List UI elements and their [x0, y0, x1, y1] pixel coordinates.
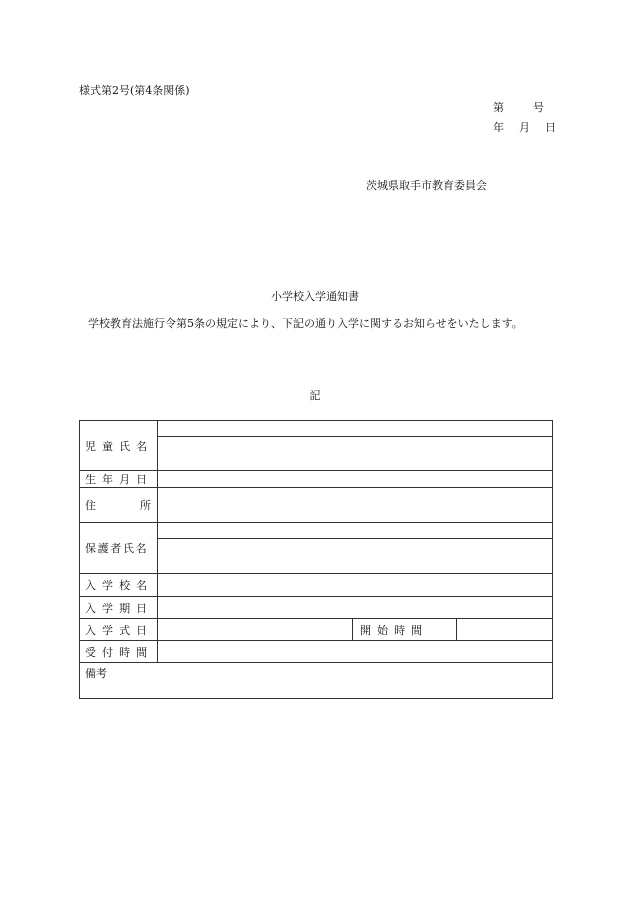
start-time-cell [457, 619, 553, 641]
guardian-name-label: 保護者氏名 [80, 523, 158, 574]
ceremony-date-cell [158, 619, 353, 641]
document-number [493, 99, 544, 115]
birth-date-label: 生年月日 [80, 471, 158, 488]
issuer: 茨城県取手市教育委員会 [366, 179, 487, 192]
reception-time-cell [158, 641, 553, 663]
school-name-label: 入学校名 [80, 574, 158, 597]
ki-heading: 記 [309, 389, 321, 402]
entry-date-label: 入学期日 [80, 597, 158, 619]
address-label [80, 488, 158, 523]
school-name-cell [158, 574, 553, 597]
guardian-name-cell [158, 539, 553, 574]
remarks-cell [80, 663, 553, 699]
ceremony-date-label: 入学式日 [80, 619, 158, 641]
date-year: 年 [493, 121, 504, 134]
issue-date [493, 119, 556, 135]
entry-table [79, 420, 553, 699]
date-month: 月 [519, 121, 530, 134]
guardian-name-kana-cell [158, 523, 553, 539]
child-name-label: 児童氏名 [80, 421, 158, 471]
address-cell [158, 488, 553, 523]
address-label-2: 所 [140, 499, 151, 512]
child-name-cell [158, 437, 553, 471]
remarks-label: 備考 [85, 667, 107, 680]
address-label-1: 住 [85, 499, 96, 512]
birth-date-cell [158, 471, 553, 488]
intro-text: 学校教育法施行令第5条の規定により、下記の通り入学に関するお知らせをいたします。 [88, 317, 523, 330]
entry-date-cell [158, 597, 553, 619]
start-time-label: 開始時間 [353, 619, 457, 641]
number-prefix: 第 [493, 101, 504, 114]
date-day: 日 [545, 121, 556, 134]
child-name-kana-cell [158, 421, 553, 437]
document-title: 小学校入学通知書 [271, 290, 359, 303]
reception-time-label: 受付時間 [80, 641, 158, 663]
number-suffix: 号 [533, 101, 544, 114]
form-code: 様式第2号(第4条関係) [79, 84, 190, 97]
